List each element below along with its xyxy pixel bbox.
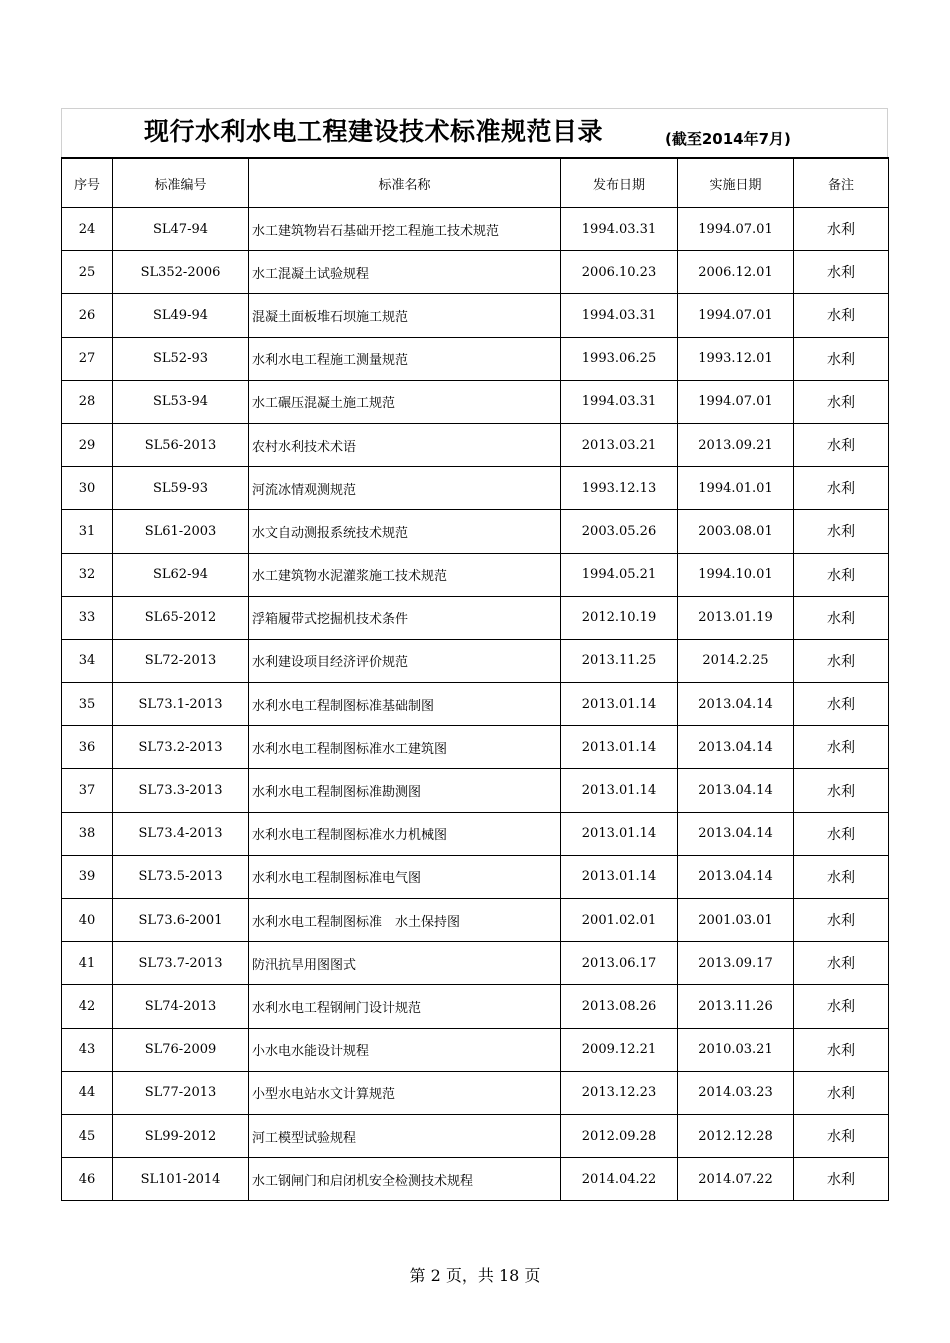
cell-effective: 2013.01.19: [678, 596, 794, 639]
cell-name: 农村水利技术术语: [249, 423, 561, 466]
table-row: [62, 423, 889, 466]
cell-note: 水利: [794, 553, 889, 596]
cell-issued: 2013.08.26: [561, 985, 678, 1028]
cell-issued: 2012.09.28: [561, 1114, 678, 1157]
cell-effective: 2013.11.26: [678, 985, 794, 1028]
cell-issued: 2013.12.23: [561, 1071, 678, 1114]
cell-code: SL59-93: [113, 467, 249, 510]
column-header-name: 标准名称: [249, 158, 561, 208]
cell-code: SL47-94: [113, 208, 249, 251]
standards-table: [61, 157, 889, 1201]
table-header-row: [62, 158, 889, 208]
cell-no: 46: [62, 1158, 113, 1201]
cell-issued: 2012.10.19: [561, 596, 678, 639]
cell-note: 水利: [794, 380, 889, 423]
cell-no: 34: [62, 639, 113, 682]
cell-note: 水利: [794, 596, 889, 639]
cell-name: 水工钢闸门和启闭机安全检测技术规程: [249, 1158, 561, 1201]
page-footer: 第 2 页，共 18 页: [409, 1266, 541, 1285]
table-row: [62, 812, 889, 855]
cell-no: 30: [62, 467, 113, 510]
table-row: [62, 251, 889, 294]
cell-code: SL72-2013: [113, 639, 249, 682]
table-row: [62, 553, 889, 596]
page-subtitle: (截至2014年7月): [665, 130, 791, 148]
cell-code: SL65-2012: [113, 596, 249, 639]
cell-effective: 2013.04.14: [678, 726, 794, 769]
table-row: [62, 510, 889, 553]
cell-no: 41: [62, 942, 113, 985]
column-header-note: 备注: [794, 158, 889, 208]
cell-note: 水利: [794, 1028, 889, 1071]
cell-name: 浮箱履带式挖掘机技术条件: [249, 596, 561, 639]
cell-no: 44: [62, 1071, 113, 1114]
cell-name: 河工模型试验规程: [249, 1114, 561, 1157]
cell-issued: 2014.04.22: [561, 1158, 678, 1201]
cell-no: 31: [62, 510, 113, 553]
table-row: [62, 726, 889, 769]
table-row: [62, 769, 889, 812]
cell-issued: 1993.06.25: [561, 337, 678, 380]
cell-no: 36: [62, 726, 113, 769]
cell-note: 水利: [794, 1071, 889, 1114]
cell-note: 水利: [794, 294, 889, 337]
cell-effective: 1994.07.01: [678, 294, 794, 337]
cell-issued: 2013.11.25: [561, 639, 678, 682]
cell-no: 42: [62, 985, 113, 1028]
cell-no: 45: [62, 1114, 113, 1157]
cell-name: 小型水电站水文计算规范: [249, 1071, 561, 1114]
cell-issued: 2013.01.14: [561, 683, 678, 726]
cell-no: 40: [62, 899, 113, 942]
column-header-no: 序号: [62, 158, 113, 208]
cell-code: SL73.4-2013: [113, 812, 249, 855]
cell-effective: 2010.03.21: [678, 1028, 794, 1071]
table-row: [62, 294, 889, 337]
cell-code: SL62-94: [113, 553, 249, 596]
cell-name: 水工建筑物岩石基础开挖工程施工技术规范: [249, 208, 561, 251]
cell-effective: 1994.01.01: [678, 467, 794, 510]
table-row: [62, 1028, 889, 1071]
cell-name: 水利水电工程制图标准基础制图: [249, 683, 561, 726]
cell-no: 43: [62, 1028, 113, 1071]
cell-no: 35: [62, 683, 113, 726]
cell-issued: 2013.01.14: [561, 812, 678, 855]
cell-no: 38: [62, 812, 113, 855]
cell-issued: 2001.02.01: [561, 899, 678, 942]
cell-issued: 1994.03.31: [561, 380, 678, 423]
cell-name: 水工碾压混凝土施工规范: [249, 380, 561, 423]
cell-code: SL53-94: [113, 380, 249, 423]
cell-effective: 1994.07.01: [678, 380, 794, 423]
cell-effective: 2003.08.01: [678, 510, 794, 553]
cell-name: 水利水电工程制图标准电气图: [249, 855, 561, 898]
cell-no: 26: [62, 294, 113, 337]
cell-note: 水利: [794, 855, 889, 898]
table-row: [62, 596, 889, 639]
cell-no: 28: [62, 380, 113, 423]
cell-issued: 1993.12.13: [561, 467, 678, 510]
cell-code: SL99-2012: [113, 1114, 249, 1157]
cell-code: SL49-94: [113, 294, 249, 337]
cell-name: 防汛抗旱用图图式: [249, 942, 561, 985]
title-row: [61, 108, 888, 157]
table-row: [62, 467, 889, 510]
cell-name: 小水电水能设计规程: [249, 1028, 561, 1071]
cell-name: 水利水电工程制图标准水工建筑图: [249, 726, 561, 769]
table-row: [62, 855, 889, 898]
page-title: 现行水利水电工程建设技术标准规范目录: [144, 117, 604, 146]
table-row: [62, 1114, 889, 1157]
cell-code: SL73.3-2013: [113, 769, 249, 812]
cell-issued: 2006.10.23: [561, 251, 678, 294]
table-row: [62, 942, 889, 985]
cell-note: 水利: [794, 899, 889, 942]
cell-effective: 2006.12.01: [678, 251, 794, 294]
cell-effective: 2012.12.28: [678, 1114, 794, 1157]
cell-code: SL352-2006: [113, 251, 249, 294]
cell-effective: 1993.12.01: [678, 337, 794, 380]
cell-issued: 2013.03.21: [561, 423, 678, 466]
cell-effective: 2013.09.17: [678, 942, 794, 985]
cell-effective: 1994.07.01: [678, 208, 794, 251]
table-row: [62, 899, 889, 942]
cell-issued: 2013.06.17: [561, 942, 678, 985]
cell-note: 水利: [794, 337, 889, 380]
table-body: [62, 208, 889, 1201]
cell-code: SL52-93: [113, 337, 249, 380]
cell-issued: 2013.01.14: [561, 726, 678, 769]
cell-note: 水利: [794, 942, 889, 985]
cell-issued: 2003.05.26: [561, 510, 678, 553]
table-row: [62, 639, 889, 682]
cell-code: SL73.7-2013: [113, 942, 249, 985]
cell-issued: 1994.03.31: [561, 208, 678, 251]
cell-effective: 2001.03.01: [678, 899, 794, 942]
cell-effective: 2014.07.22: [678, 1158, 794, 1201]
cell-note: 水利: [794, 683, 889, 726]
cell-name: 水利水电工程制图标准水力机械图: [249, 812, 561, 855]
cell-no: 29: [62, 423, 113, 466]
cell-effective: 2014.2.25: [678, 639, 794, 682]
cell-name: 水利水电工程制图标准勘测图: [249, 769, 561, 812]
cell-no: 24: [62, 208, 113, 251]
cell-note: 水利: [794, 1114, 889, 1157]
cell-name: 河流冰情观测规范: [249, 467, 561, 510]
cell-name: 混凝土面板堆石坝施工规范: [249, 294, 561, 337]
cell-no: 25: [62, 251, 113, 294]
cell-name: 水利水电工程制图标准 水土保持图: [249, 899, 561, 942]
cell-code: SL73.5-2013: [113, 855, 249, 898]
cell-effective: 2013.04.14: [678, 855, 794, 898]
cell-code: SL101-2014: [113, 1158, 249, 1201]
cell-code: SL76-2009: [113, 1028, 249, 1071]
table-row: [62, 380, 889, 423]
cell-note: 水利: [794, 639, 889, 682]
cell-code: SL73.1-2013: [113, 683, 249, 726]
cell-issued: 2013.01.14: [561, 855, 678, 898]
cell-effective: 2013.04.14: [678, 683, 794, 726]
cell-note: 水利: [794, 251, 889, 294]
column-header-issued: 发布日期: [561, 158, 678, 208]
column-header-effective: 实施日期: [678, 158, 794, 208]
cell-note: 水利: [794, 1158, 889, 1201]
cell-note: 水利: [794, 985, 889, 1028]
cell-note: 水利: [794, 423, 889, 466]
cell-name: 水利水电工程施工测量规范: [249, 337, 561, 380]
cell-issued: 1994.03.31: [561, 294, 678, 337]
table-row: [62, 985, 889, 1028]
table-row: [62, 1158, 889, 1201]
cell-code: SL56-2013: [113, 423, 249, 466]
cell-no: 33: [62, 596, 113, 639]
standards-sheet: [61, 108, 888, 1201]
table-row: [62, 208, 889, 251]
cell-effective: 2013.04.14: [678, 769, 794, 812]
cell-no: 39: [62, 855, 113, 898]
cell-effective: 2014.03.23: [678, 1071, 794, 1114]
cell-name: 水利建设项目经济评价规范: [249, 639, 561, 682]
column-header-code: 标准编号: [113, 158, 249, 208]
cell-issued: 2013.01.14: [561, 769, 678, 812]
table-row: [62, 683, 889, 726]
cell-name: 水利水电工程钢闸门设计规范: [249, 985, 561, 1028]
cell-name: 水工建筑物水泥灌浆施工技术规范: [249, 553, 561, 596]
cell-note: 水利: [794, 726, 889, 769]
cell-code: SL73.6-2001: [113, 899, 249, 942]
cell-code: SL61-2003: [113, 510, 249, 553]
cell-name: 水工混凝土试验规程: [249, 251, 561, 294]
cell-name: 水文自动测报系统技术规范: [249, 510, 561, 553]
cell-code: SL74-2013: [113, 985, 249, 1028]
cell-note: 水利: [794, 467, 889, 510]
cell-effective: 2013.04.14: [678, 812, 794, 855]
cell-code: SL77-2013: [113, 1071, 249, 1114]
cell-issued: 1994.05.21: [561, 553, 678, 596]
cell-issued: 2009.12.21: [561, 1028, 678, 1071]
cell-effective: 2013.09.21: [678, 423, 794, 466]
cell-no: 27: [62, 337, 113, 380]
cell-no: 32: [62, 553, 113, 596]
cell-effective: 1994.10.01: [678, 553, 794, 596]
cell-note: 水利: [794, 510, 889, 553]
cell-no: 37: [62, 769, 113, 812]
table-row: [62, 337, 889, 380]
cell-note: 水利: [794, 208, 889, 251]
cell-note: 水利: [794, 769, 889, 812]
table-row: [62, 1071, 889, 1114]
cell-note: 水利: [794, 812, 889, 855]
cell-code: SL73.2-2013: [113, 726, 249, 769]
